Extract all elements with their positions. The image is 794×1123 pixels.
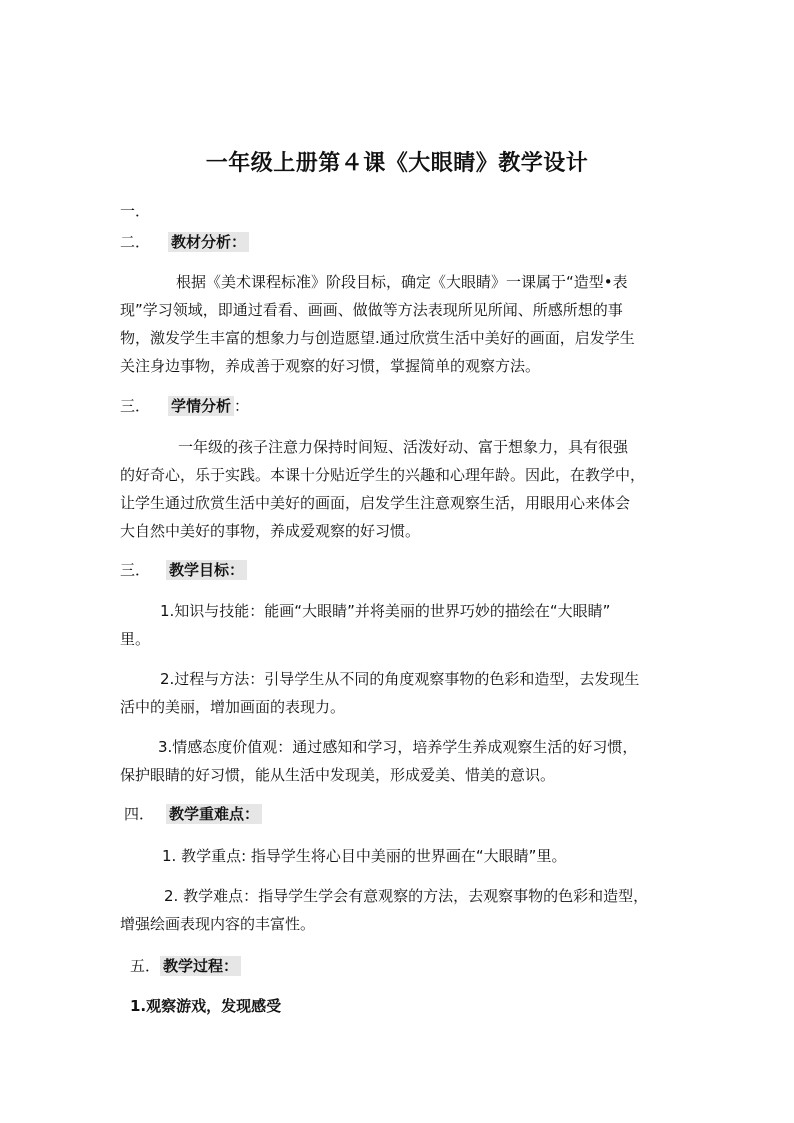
section-label: 教材分析： (168, 232, 249, 252)
goal-line: 保护眼睛的好习惯，能从生活中发现美，形成爱美、惜美的意识。 (120, 766, 556, 784)
section-one-heading (120, 200, 150, 222)
section-number: 四． (124, 805, 155, 823)
goal-line: 2.过程与方法：引导学生从不同的角度观察事物的色彩和造型，去发现生 (160, 670, 640, 688)
paragraph-line: 让学生通过欣赏生活中美好的画面，启发学生注意观察生活，用眼用心来体会 (120, 494, 631, 512)
section-number: 三． (120, 397, 151, 415)
section-number: 五． (130, 957, 161, 975)
section-number: 三． (120, 561, 151, 579)
key-point-line: 1. 教学重点: 指导学生将心目中美丽的世界画在“大眼睛”里。 (162, 847, 567, 865)
section-three-heading (120, 395, 249, 417)
goal-line: 里。 (120, 630, 151, 648)
paragraph-line: 的好奇心，乐于实践。本课十分贴近学生的兴趣和心理年龄。因此，在教学中， (120, 466, 646, 484)
section-process-heading (130, 955, 241, 977)
section-label: 教学过程： (160, 956, 241, 976)
section-number: 二． (120, 233, 151, 251)
paragraph-line: 大自然中美好的事物，养成爱观察的好习惯。 (120, 522, 421, 540)
paragraph-line: 物，激发学生丰富的想象力与创造愿望.通过欣赏生活中美好的画面，启发学生 (120, 329, 635, 347)
key-point-line: 增强绘画表现内容的丰富性。 (120, 915, 316, 933)
section-label: 学情分析 (168, 396, 234, 416)
process-step-heading: 1.观察游戏，发现感受 (130, 997, 282, 1015)
goal-line: 3.情感态度价值观：通过感知和学习，培养学生养成观察生活的好习惯， (158, 738, 638, 756)
goal-line: 活中的美丽，增加画面的表现力。 (120, 698, 346, 716)
goal-line: 1.知识与技能：能画“大眼睛”并将美丽的世界巧妙的描绘在“大眼睛” (160, 602, 611, 620)
paragraph-line: 一年级的孩子注意力保持时间短、活泼好动、富于想象力，具有很强 (178, 438, 629, 456)
paragraph-line: 现”学习领域，即通过看看、画画、做做等方法表现所见所闻、所感所想的事 (120, 301, 623, 319)
key-point-line: 2. 教学难点：指导学生学会有意观察的方法，去观察事物的色彩和造型， (164, 887, 649, 905)
section-goals-heading (120, 559, 247, 581)
section-colon: ： (234, 397, 250, 415)
section-label: 教学目标： (166, 560, 247, 580)
section-label: 教学重难点： (166, 804, 262, 824)
section-key-points-heading (124, 803, 262, 825)
paragraph-line: 根据《美术课程标准》阶段目标，确定《大眼睛》一课属于“造型•表 (176, 273, 628, 291)
paragraph-line: 关注身边事物，养成善于观察的好习惯，掌握简单的观察方法。 (120, 357, 541, 375)
section-two-heading (120, 231, 249, 253)
section-number: 一． (120, 202, 151, 220)
page-title: 一年级上册第４课《大眼睛》教学设计 (205, 151, 589, 176)
